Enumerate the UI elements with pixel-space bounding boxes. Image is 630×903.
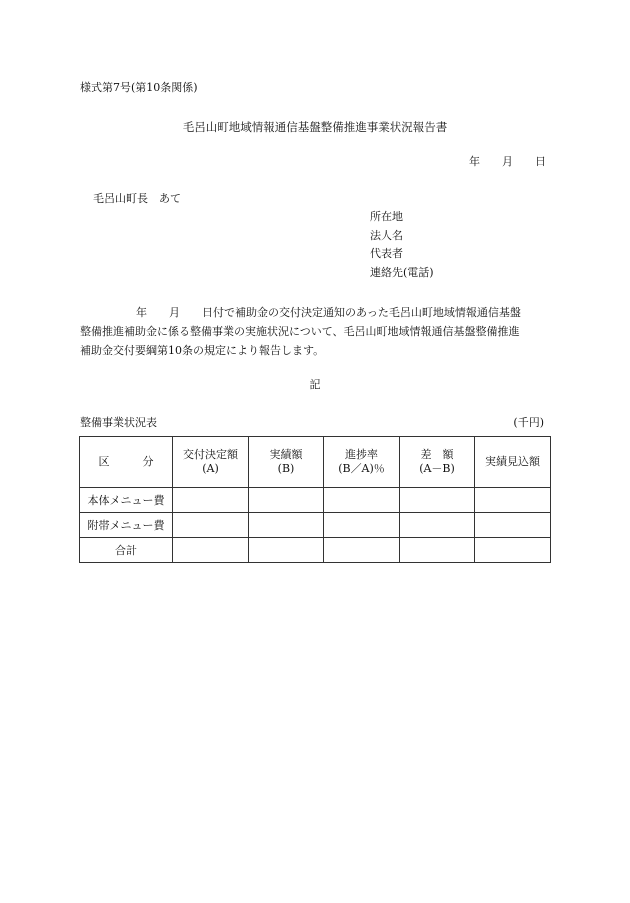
row-label-additional-menu: 附帯メニュー費 (80, 513, 173, 538)
date-day: 日 (535, 155, 546, 168)
table-cell (400, 538, 475, 563)
table-cell (173, 538, 249, 563)
document-title: 毛呂山町地域情報通信基盤整備推進事業状況報告書 (182, 120, 448, 134)
header-progress-rate: 進捗率 (B／A)％ (324, 437, 400, 488)
form-number: 様式第7号(第10条関係) (80, 81, 198, 94)
table-header-row (80, 437, 551, 488)
sender-address-label: 所在地 (370, 210, 403, 223)
sender-contact-label: 連絡先(電話) (370, 266, 434, 279)
table-cell (475, 538, 551, 563)
unit-label: (千円) (513, 416, 544, 429)
table-cell (475, 513, 551, 538)
table-cell (249, 513, 324, 538)
table-cell (249, 538, 324, 563)
body-line-1: 年 月 日付で補助金の交付決定通知のあった毛呂山町地域情報通信基盤 (136, 306, 521, 319)
body-paragraph (80, 303, 550, 360)
status-table (79, 436, 551, 563)
addressee: 毛呂山町長 あて (93, 192, 181, 205)
date-month: 月 (502, 155, 513, 168)
sender-company-label: 法人名 (370, 229, 403, 242)
header-actual-amount: 実績額 (B) (249, 437, 324, 488)
table-cell (400, 488, 475, 513)
header-category: 区 分 (80, 437, 173, 488)
header-expected-amount: 実績見込額 (475, 437, 551, 488)
ki-heading: 記 (309, 378, 321, 391)
table-row (80, 538, 551, 563)
table-cell (249, 488, 324, 513)
row-label-main-menu: 本体メニュー費 (80, 488, 173, 513)
table-cell (173, 488, 249, 513)
date-line (469, 155, 546, 169)
table-cell (324, 488, 400, 513)
table-cell (324, 513, 400, 538)
body-line-2: 整備推進補助金に係る整備事業の実施状況について、毛呂山町地域情報通信基盤整備推進 (80, 325, 520, 338)
table-row (80, 513, 551, 538)
table-cell (324, 538, 400, 563)
table-cell (475, 488, 551, 513)
date-year: 年 (469, 155, 480, 168)
header-grant-amount: 交付決定額 (A) (173, 437, 249, 488)
table-row (80, 488, 551, 513)
table-cell (173, 513, 249, 538)
body-line-3: 補助金交付要綱第10条の規定により報告します。 (80, 344, 325, 357)
table-caption: 整備事業状況表 (80, 416, 157, 429)
row-label-total: 合計 (80, 538, 173, 563)
table-cell (400, 513, 475, 538)
sender-representative-label: 代表者 (370, 247, 403, 260)
header-difference: 差 額 (A－B) (400, 437, 475, 488)
